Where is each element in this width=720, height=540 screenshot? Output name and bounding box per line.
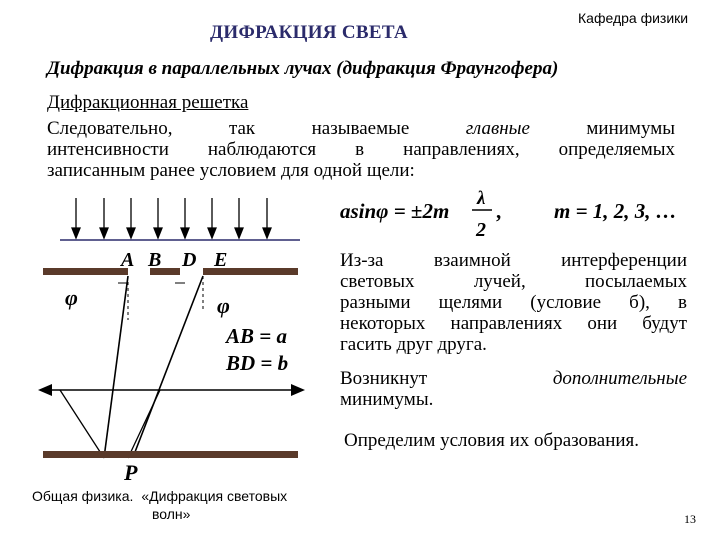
ray-arrowhead: [263, 228, 271, 238]
formula-lhs: asinφ = ±2m: [340, 199, 450, 223]
eq-bd: BD = b: [226, 351, 289, 375]
para2-line: световых лучей, посылаемых: [340, 271, 687, 292]
lens-arrow-right: [291, 384, 305, 396]
slide-title: ДИФРАКЦИЯ СВЕТА: [210, 22, 408, 43]
paragraph-additional-minima: [340, 368, 687, 410]
para1-line: интенсивности наблюдаются в направлениях, определяемых: [47, 139, 675, 160]
label-P: P: [124, 460, 138, 485]
para3-line: минимумы.: [340, 389, 434, 410]
para1-word: называемые: [311, 118, 410, 139]
ray-arrowhead: [181, 228, 189, 238]
grating-bar: [43, 268, 128, 275]
para1-word: так: [228, 118, 256, 139]
label-A: A: [121, 249, 135, 271]
paragraph-conditions: Определим условия их образования.: [344, 430, 640, 451]
diffracted-ray: [135, 276, 203, 452]
footer-topic-line2: волн»: [152, 506, 191, 522]
ray-arrowhead: [235, 228, 243, 238]
ray-arrowhead: [208, 228, 216, 238]
ray-arrowhead: [72, 228, 80, 238]
eq-ab: AB = a: [226, 324, 287, 348]
incident-rays: [72, 198, 271, 238]
footer-course-name: Общая физика.: [32, 488, 134, 504]
diffracted-ray: [104, 276, 128, 458]
formula-m-values: m = 1, 2, 3, …: [554, 199, 677, 223]
slide-subtitle: Дифракция в параллельных лучах (дифракция Фраунгофера): [47, 58, 559, 79]
footer-topic-line1: «Дифракция световых: [141, 488, 288, 504]
focused-ray: [128, 390, 160, 458]
para2-line: некоторых направлениях они будут: [340, 313, 687, 334]
lens-arrow-left: [38, 384, 52, 396]
screen-bar: [43, 451, 298, 458]
section-heading: Дифракционная решетка: [47, 92, 249, 113]
para2-line: гасить друг друга.: [340, 334, 487, 355]
ray-arrowhead: [127, 228, 135, 238]
para1-line: записанным ранее условием для одной щели:: [47, 160, 415, 181]
para1-emph-word: главные: [465, 118, 530, 139]
formula-two: 2: [476, 219, 486, 241]
phi-right: φ: [217, 293, 230, 318]
label-E: E: [214, 249, 228, 271]
para1-word: минимумы: [586, 118, 675, 139]
page-number: 13: [684, 512, 696, 526]
label-D: D: [182, 249, 197, 271]
ray-arrowhead: [100, 228, 108, 238]
ray-arrowhead: [154, 228, 162, 238]
para2-line: Из-за взаимной интерференции: [340, 250, 687, 271]
para1-word: Следовательно,: [47, 118, 173, 139]
footer-course: [32, 487, 287, 523]
para3-emph-word: дополнительные: [552, 368, 687, 389]
para2-line: разными щелями (условие б), в: [340, 292, 687, 313]
paragraph-interference: [340, 250, 687, 355]
label-B: B: [148, 249, 162, 271]
formula-lambda: λ: [477, 188, 486, 209]
formula-comma: ,: [496, 199, 502, 223]
phi-left: φ: [65, 285, 78, 310]
focused-ray: [60, 390, 104, 458]
department-label: Кафедра физики: [578, 10, 689, 26]
para3-word: Возникнут: [340, 368, 428, 389]
